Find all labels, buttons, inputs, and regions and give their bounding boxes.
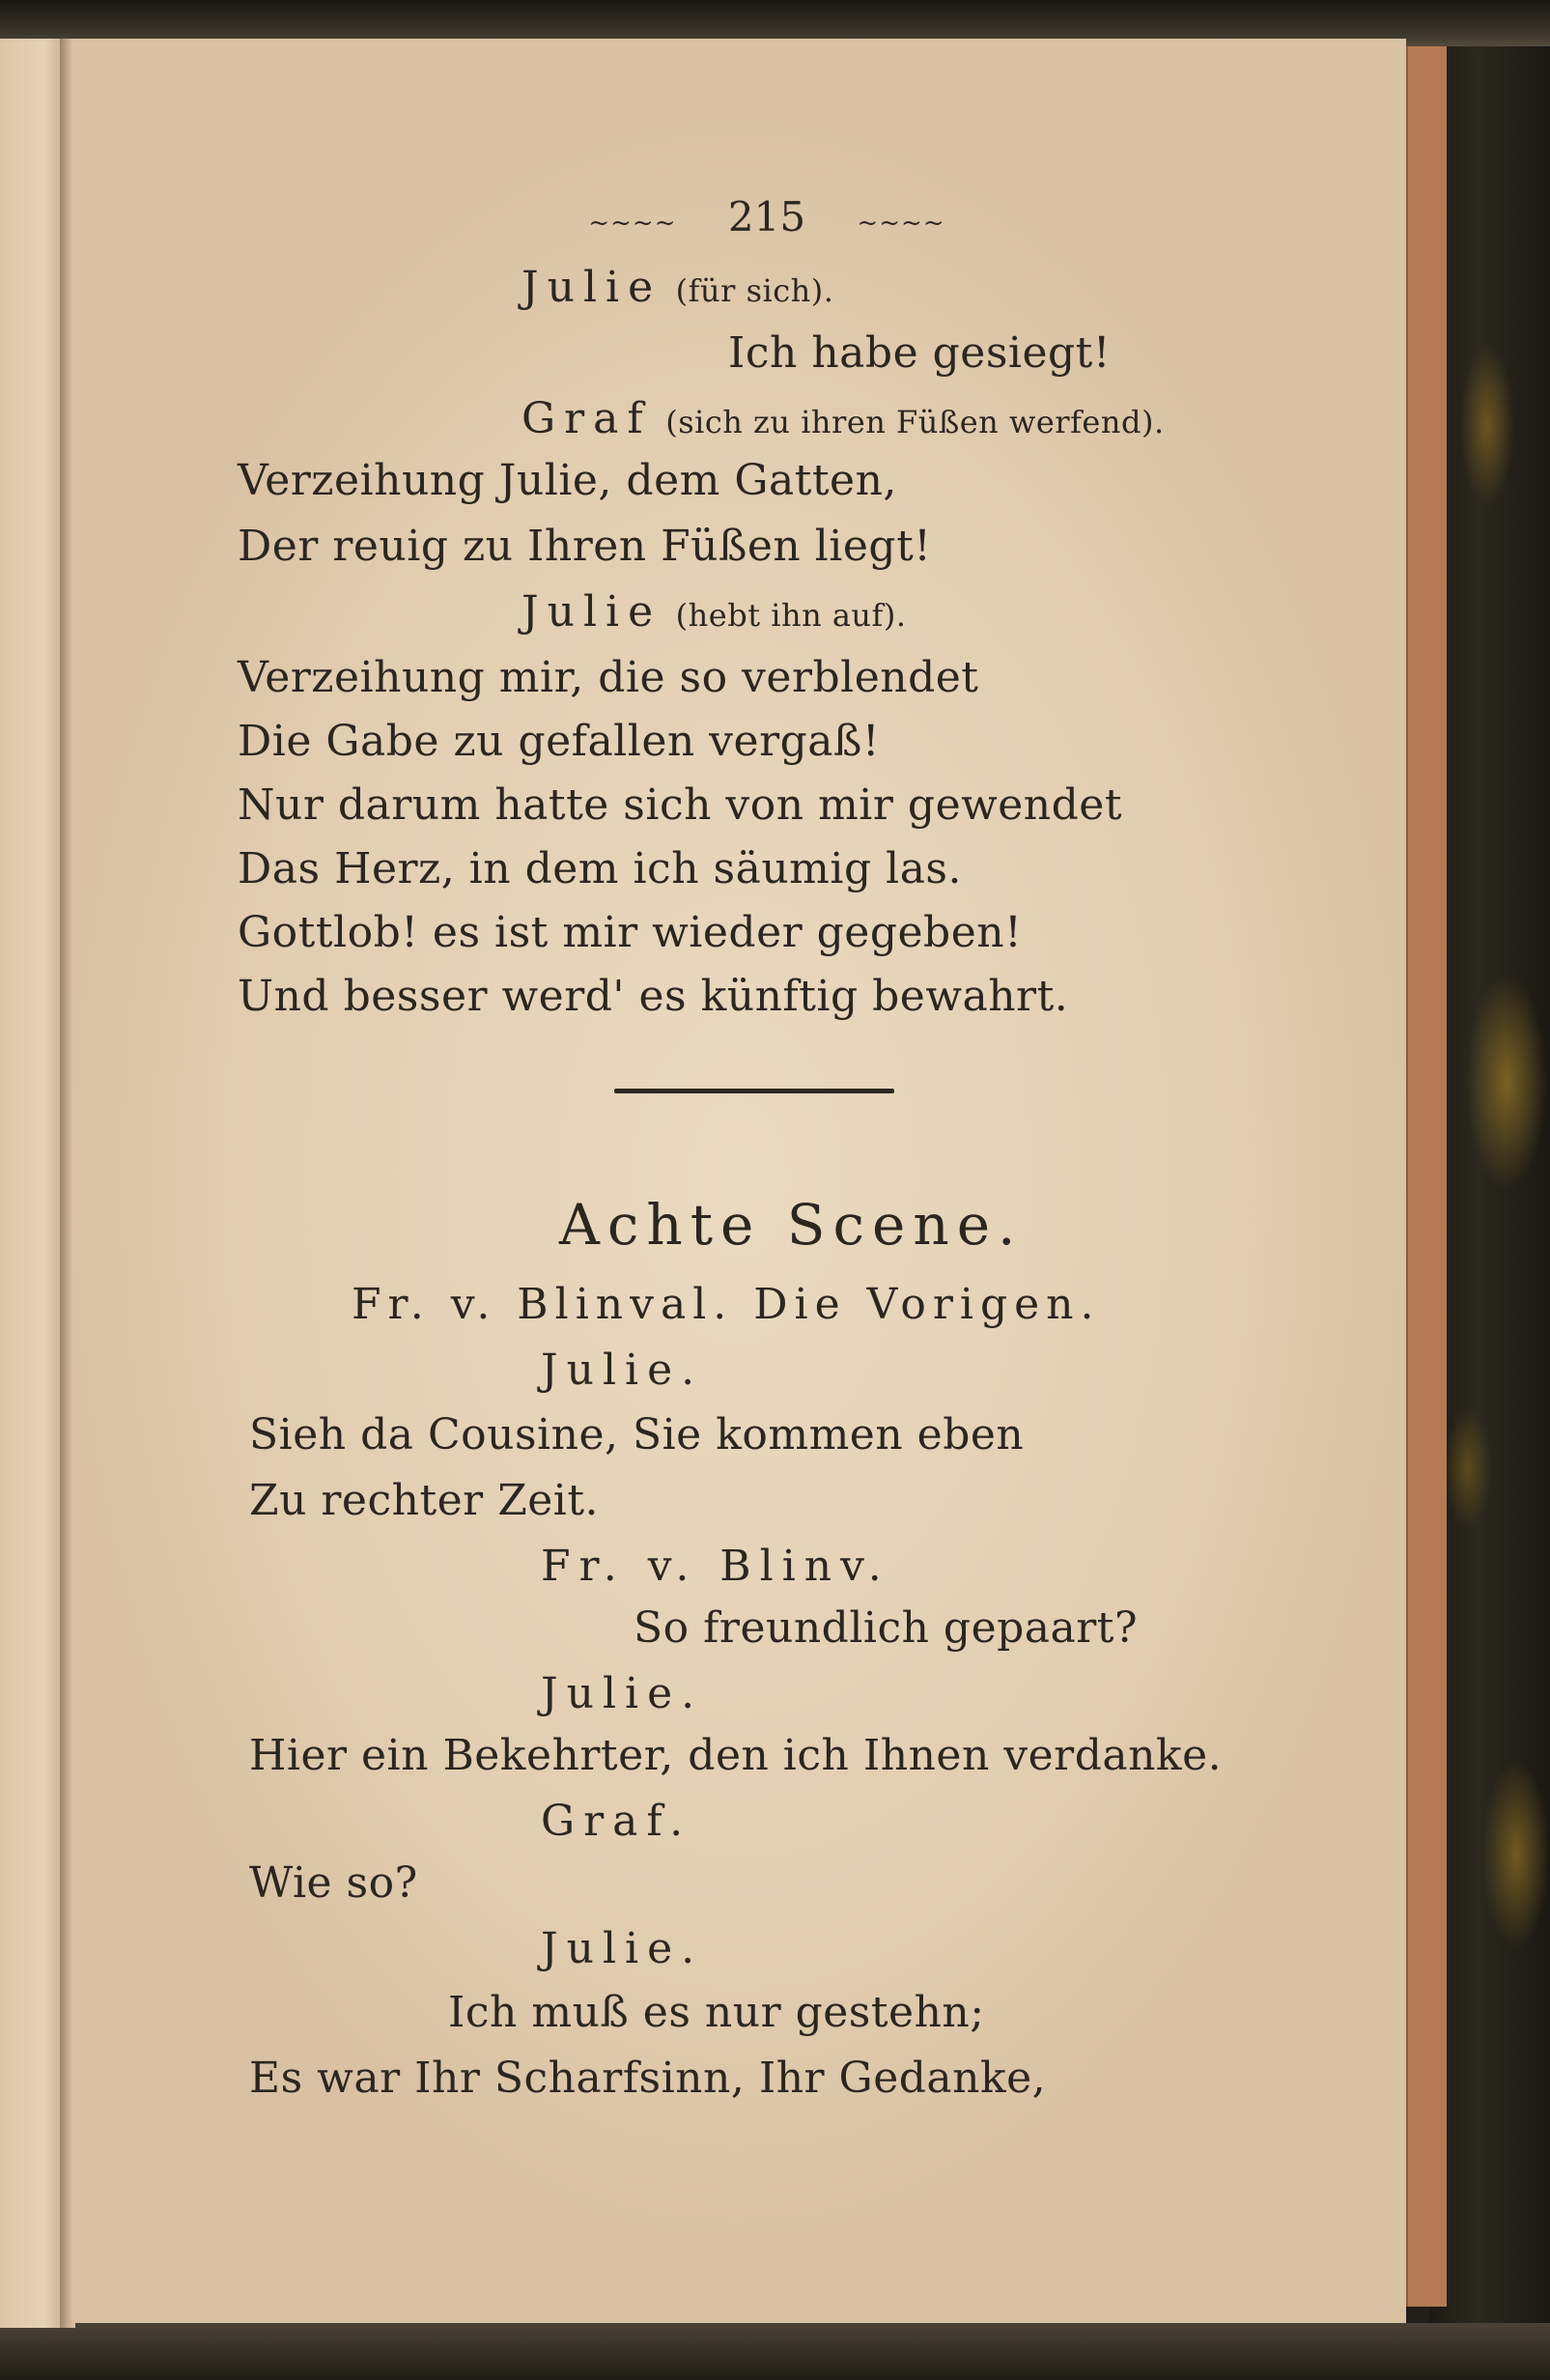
facing-page xyxy=(0,39,64,2328)
verse-line: Ich muß es nur gestehn; xyxy=(448,1988,985,2037)
verse-line: Verzeihung Julie, dem Gatten, xyxy=(238,456,897,505)
stage-direction: (für sich). xyxy=(675,272,834,309)
speaker-name: Julie. xyxy=(541,1924,704,1973)
cover-edge xyxy=(1405,37,1447,2307)
verse-line: Hier ein Bekehrter, den ich Ihnen verdanke. xyxy=(249,1731,1223,1780)
page-content xyxy=(71,39,1406,2323)
scene-cast: Fr. v. Blinval. Die Vorigen. xyxy=(352,1280,1101,1329)
book-bottom-edge xyxy=(0,2323,1550,2380)
speaker-name: Julie. xyxy=(541,1669,704,1718)
verse-line: So freundlich gepaart? xyxy=(634,1603,1139,1653)
page-number: 215 xyxy=(727,193,806,241)
verse-line: Zu rechter Zeit. xyxy=(249,1476,600,1525)
marbled-book-cover xyxy=(1429,19,1550,2357)
verse-line: Gottlob! es ist mir wieder gegeben! xyxy=(238,908,1023,957)
speaker-julie-2 xyxy=(521,587,907,640)
verse-line: Es war Ihr Scharfsinn, Ihr Gedanke, xyxy=(249,2054,1047,2103)
ornament-left: ~~~~ xyxy=(588,209,677,238)
verse-line: Ich habe gesiegt! xyxy=(728,328,1112,378)
verse-line: Das Herz, in dem ich säumig las. xyxy=(238,844,962,893)
book-page xyxy=(71,39,1406,2323)
section-divider xyxy=(614,1089,894,1093)
speaker-name: Fr. v. Blinv. xyxy=(541,1542,890,1591)
verse-line: Nur darum hatte sich von mir gewendet xyxy=(238,780,1123,830)
stage-direction: (sich zu ihren Füßen werfend). xyxy=(665,404,1165,440)
speaker-graf-1 xyxy=(521,394,1165,447)
speaker-name: Julie xyxy=(521,263,662,312)
speaker-name: Julie. xyxy=(541,1346,704,1395)
verse-line: Der reuig zu Ihren Füßen liegt! xyxy=(238,522,932,571)
speaker-name: Julie xyxy=(521,587,662,637)
verse-line: Verzeihung mir, die so verblendet xyxy=(238,653,979,702)
ornament-right: ~~~~ xyxy=(857,209,945,238)
verse-line: Und besser werd' es künftig bewahrt. xyxy=(238,972,1069,1021)
verse-line: Wie so? xyxy=(249,1858,418,1908)
stage-direction: (hebt ihn auf). xyxy=(675,597,907,634)
scene-heading: Achte Scene. xyxy=(559,1192,1024,1258)
page-header xyxy=(554,193,979,247)
speaker-name: Graf xyxy=(521,394,652,443)
verse-line: Die Gabe zu gefallen vergaß! xyxy=(238,717,881,766)
verse-line: Sieh da Cousine, Sie kommen eben xyxy=(249,1410,1025,1459)
speaker-julie-1 xyxy=(521,263,833,316)
speaker-name: Graf. xyxy=(541,1797,692,1846)
